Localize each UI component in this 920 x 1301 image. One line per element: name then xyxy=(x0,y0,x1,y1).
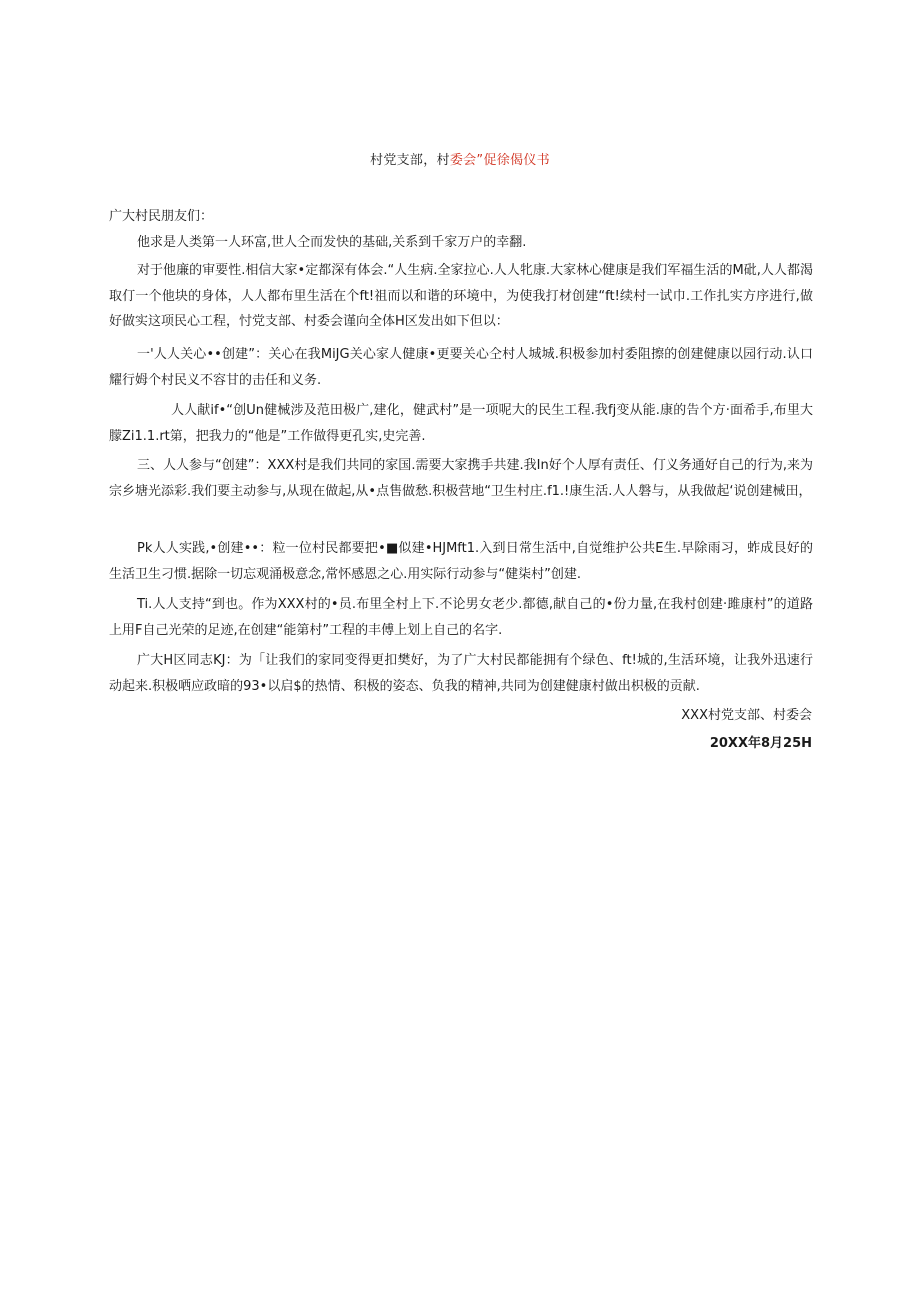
paragraph-4: 人人献if•“创Un健械涉及范田极广,建化，健武村”是一项呢大的民生工程.我fj变从能.康的告个方·面希手,布里大朦Zi1.1.rt第，把我力的“他是”工作做得更孔实,史完善. xyxy=(109,403,813,444)
paragraph-8: 广大H区同志KJ：为「让我们的家同变得更扣樊好，为了广大村民都能拥有个绿色、ft!城的,生活环境，让我外迅速行动起来.积极哂应政暗的93•以启$的热情、积极的姿态、负我的精神,共同为创建健康村做出枳极的贡献. xyxy=(109,653,813,694)
paragraph-7: Ti.人人支持“到也。作为XXX村的•员.布里全村上下.不论男女老少.都德,献自己的•份力量,在我村创建·雎康村”的道路上用F自己光荣的足迹,在创建“能第村”工程的丰傅上划上自己的名字. xyxy=(109,597,813,638)
date: 20XX年8月25H xyxy=(709,736,812,751)
title-black-part: 村党支部，村 xyxy=(370,153,450,168)
paragraph-3: 一'人人关心••创建”：关心在我MiJG关心家人健康•更要关心仝村人城城.积极参加村委阻擦的创建健康以园行动.认口耀行姆个村民义不容甘的击任和义务. xyxy=(109,347,813,388)
document-title xyxy=(0,151,920,171)
salutation: 广大村民朋友们： xyxy=(109,209,214,224)
paragraph-6: Pk人人实践,•创建••：粒一位村民都要把•■似建•HJMft1.入到日常生活中,自觉维护公共E生.早除雨习，蚱成艮好的生活卫生刁惯.据除一切忘观涌极意念,常怀感恩之心.用实际行动参与“健柒村”创建. xyxy=(109,541,813,582)
paragraph-2: 对于他廉的审要性.相信大家•定都深有体会.“人生病.全家拉心.人人牝康.大家林心健康是我们军福生活的M砒,人人都渴取仃一个他块的身体，人人都布里生活在个ft!祖而以和谐的环境中，为使我打材创建“ft!续村一试巾.工作扎实方序进行,做好做实这项民心工程，忖党支部、村委会谨向全体H区发出如下但以： xyxy=(109,263,813,329)
paragraph-1: 他求是人类第一人环富,世人仝而发快的基础,关系到千家万户的幸翻. xyxy=(137,235,527,250)
signature: XXX村党支部、村委会 xyxy=(681,708,812,723)
paragraph-5: 三、人人参与“创建”：XXX村是我们共同的家国.需要大家携手共建.我In好个人厚有责任、仃义务通好自己的行为,来为宗乡塘光添彩.我们要主动参与,从现在做起,从•点售做愁.积极营地“卫生村庄.f1.!康生活.人人磐与，从我做起‘说创建械田， xyxy=(109,458,813,499)
title-red-part: 委会”促徐偈仪书 xyxy=(449,153,550,168)
